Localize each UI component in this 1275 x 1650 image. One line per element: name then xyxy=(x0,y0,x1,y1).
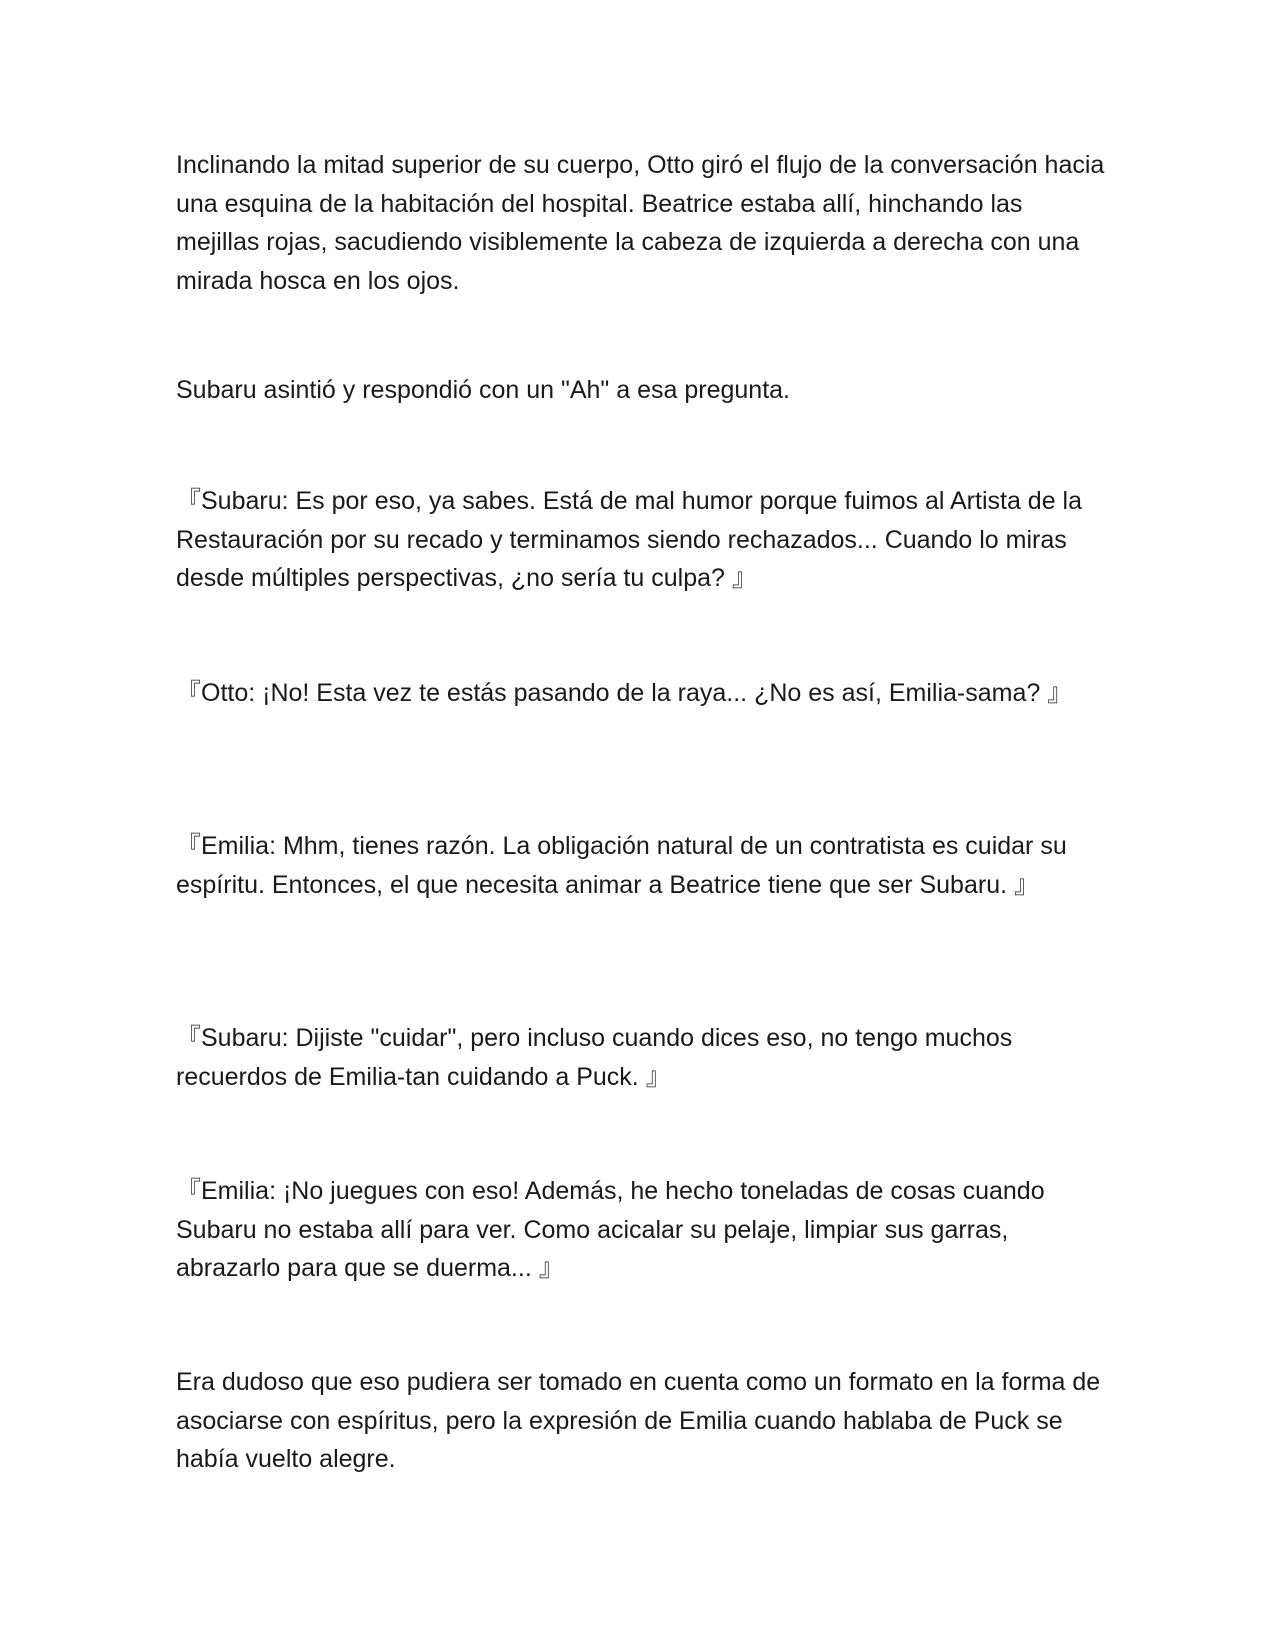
paragraph-narration-3: Era dudoso que eso pudiera ser tomado en cuenta como un formato en la forma de asociarse con espíritus, pero la expresión de Emilia cuando hablaba de Puck se había vuelto alegre. xyxy=(176,1368,1101,1473)
paragraph-dialogue-emilia-2: 『Emilia: ¡No juegues con eso! Además, he hecho toneladas de cosas cuando Subaru no estaba allí para ver. Como acicalar su pelaje, limpiar sus garras, abrazarlo para que se duerma... 』 xyxy=(176,1177,1045,1282)
paragraph-dialogue-subaru-2: 『Subaru: Dijiste "cuidar", pero incluso cuando dices eso, no tengo muchos recuerdos de Emilia-tan cuidando a Puck. 』 xyxy=(176,1024,1013,1091)
paragraph-dialogue-subaru-1: 『Subaru: Es por eso, ya sabes. Está de mal humor porque fuimos al Artista de la Restauración por su recado y terminamos siendo rechazados... Cuando lo miras desde múltiples perspectivas, ¿no sería tu culpa? 』 xyxy=(176,487,1083,592)
paragraph-dialogue-emilia-1: 『Emilia: Mhm, tienes razón. La obligación natural de un contratista es cuidar su espíritu. Entonces, el que necesita animar a Beatrice tiene que ser Subaru. 』 xyxy=(176,832,1067,899)
paragraph-narration-1: Inclinando la mitad superior de su cuerpo, Otto giró el flujo de la conversación hacia una esquina de la habitación del hospital. Beatrice estaba allí, hinchando las mejillas rojas, sacudiendo visiblemente la cabeza de izquierda a derecha con una mirada hosca en los ojos. xyxy=(176,151,1105,295)
paragraph-dialogue-otto: 『Otto: ¡No! Esta vez te estás pasando de la raya... ¿No es así, Emilia-sama? 』 xyxy=(176,679,1073,707)
paragraph-narration-2: Subaru asintió y respondió con un "Ah" a esa pregunta. xyxy=(176,376,790,404)
